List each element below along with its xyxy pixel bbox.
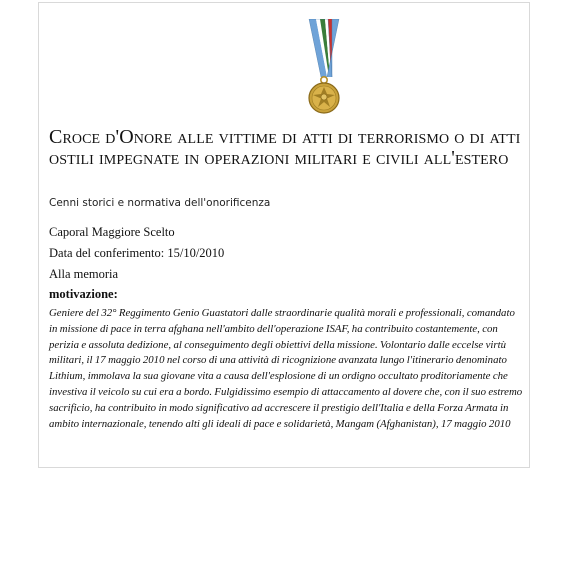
rank-text: Caporal Maggiore Scelto bbox=[49, 225, 175, 239]
history-link[interactable]: Cenni storici e normativa dell'onorificenza bbox=[49, 197, 271, 209]
motivation-label: motivazione: bbox=[49, 287, 118, 301]
page-title: Croce d'Onore alle vittime di atti di terrorismo o di atti ostili impegnate in operazioni militari e civili all'estero bbox=[49, 126, 521, 169]
conferral-date: Data del conferimento: 15/10/2010 bbox=[49, 246, 225, 260]
memoria-text: Alla memoria bbox=[49, 267, 119, 281]
decoration-card bbox=[38, 2, 530, 468]
medal-icon bbox=[299, 19, 349, 115]
motivation-text: Geniere del 32° Reggimento Genio Guastatori dalle straordinarie qualità morali e professionali, comandato in missione di pace in terra afghana nell'ambito dell'operazione ISAF, ha contribuito costantemente, con perizia e assoluta dedizione, al conseguimento degli obiettivi della missione. Volontario dalle eccelse virtù militari, il 17 maggio 2010 nel corso di una attività di ricognizione avanzata lungo l'itinerario denominato Lithium, immolava la sua giovane vita a causa dell'esplosione di un ordigno occultato proditoriamente che investiva il veicolo su cui era a bordo. Fulgidissimo esempio di attaccamento al dovere che, con il suo estremo sacrificio, ha contribuito in modo significativo ad accrescere il prestigio dell'Italia e della Forza Armata in ambito internazionale, tenendo alti gli ideali di pace e solidarietà, Mangam (Afghanistan), 17 maggio 2010 bbox=[49, 307, 523, 430]
